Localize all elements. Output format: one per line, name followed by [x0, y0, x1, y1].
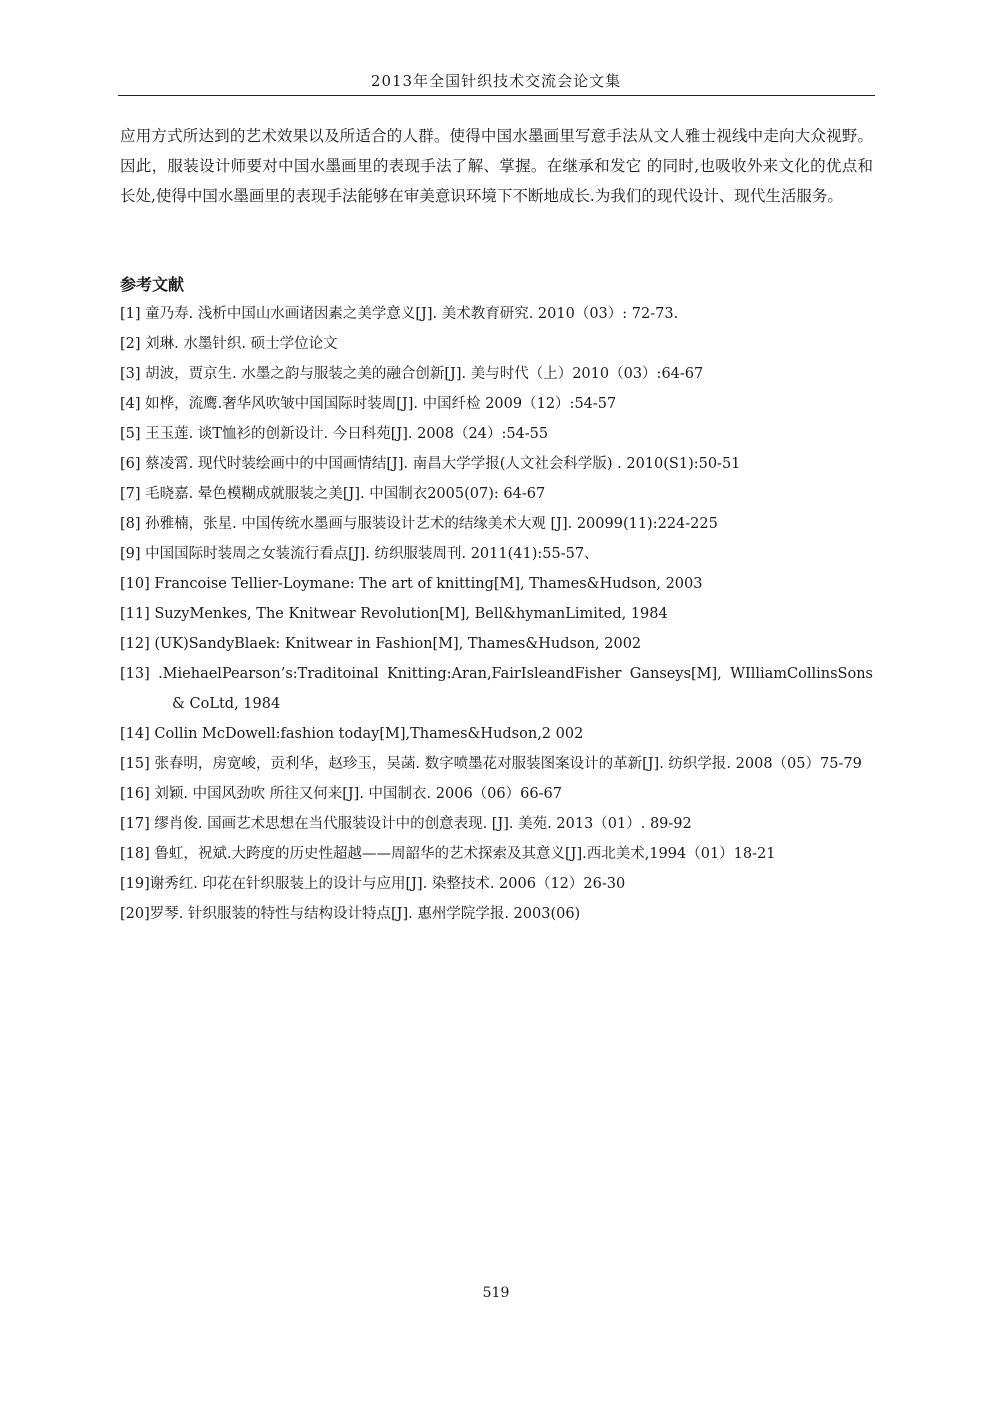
reference-item: [20]罗琴. 针织服装的特性与结构设计特点[J]. 惠州学院学报. 2003(06) [120, 906, 581, 922]
reference-item: [10] Francoise Tellier-Loymane: The art of knitting[M], Thames&Hudson, 2003 [120, 576, 703, 592]
reference-item: [7] 毛晓嘉. 晕色模糊成就服装之美[J]. 中国制衣2005(07): 64-67 [120, 486, 546, 502]
reference-item: [8] 孙雅楠，张星. 中国传统水墨画与服装设计艺术的结缘美术大观 [J]. 20099(11):224-225 [120, 516, 718, 532]
references-heading: 参考文献 [120, 275, 185, 294]
reference-item: [19]谢秀红. 印花在针织服装上的设计与应用[J]. 染整技术. 2006（12）26-30 [120, 876, 626, 892]
references-list [120, 299, 873, 929]
reference-item: [18] 鲁虹，祝斌.大跨度的历史性超越——周韶华的艺术探索及其意义[J].西北美术,1994（01）18-21 [120, 846, 776, 862]
reference-item: [12] (UK)SandyBlaek: Knitwear in Fashion[M], Thames&Hudson, 2002 [120, 636, 642, 652]
reference-item: [6] 蔡凌霄. 现代时装绘画中的中国画情结[J]. 南昌大学学报(人文社会科学版) . 2010(S1):50-51 [120, 456, 741, 472]
reference-item: [11] SuzyMenkes, The Knitwear Revolution[M], Bell&hymanLimited, 1984 [120, 606, 668, 622]
reference-item: [5] 王玉莲. 谈T恤衫的创新设计. 今日科苑[J]. 2008（24）:54-55 [120, 426, 549, 442]
running-header: 2013年全国针织技术交流会论文集 [370, 72, 622, 90]
body-paragraph: 应用方式所达到的艺术效果以及所适合的人群。使得中国水墨画里写意手法从文人雅士视线中走向大众视野。因此，服装设计师要对中国水墨画里的表现手法了解、掌握。在继承和发它 的同时,也吸收外来文化的优点和长处,使得中国水墨画里的表现手法能够在审美意识环境下不断地成长.为我们的现代设计、现代生活服务。 [120, 127, 873, 205]
reference-item: [2] 刘琳. 水墨针织. 硕士学位论文 [120, 336, 338, 352]
reference-item: [16] 刘颖. 中国风劲吹 所往又何来[J]. 中国制衣. 2006（06）66-67 [120, 786, 562, 802]
reference-item: [1] 童乃寿. 浅析中国山水画诸因素之美学意义[J]. 美术教育研究. 2010（03）: 72-73. [120, 306, 679, 322]
reference-item: [17] 缪肖俊. 国画艺术思想在当代服装设计中的创意表现. [J]. 美苑. 2013（01）. 89-92 [120, 816, 692, 832]
header-rule [118, 95, 875, 96]
reference-item: [3] 胡波，贾京生. 水墨之韵与服装之美的融合创新[J]. 美与时代（上）2010（03）:64-67 [120, 366, 704, 382]
reference-item: [14] Collin McDowell:fashion today[M],Thames&Hudson,2 002 [120, 726, 584, 742]
body-text [120, 121, 873, 211]
reference-item: [4] 如桦，流鹰.奢华风吹皱中国国际时装周[J]. 中国纤检 2009（12）:54-57 [120, 396, 617, 412]
reference-item: [15] 张春明，房宽峻，贡利华，赵珍玉，吴菡. 数字喷墨花对服装图案设计的革新[J]. 纺织学报. 2008（05）75-79 [120, 756, 862, 772]
reference-item: [13] .MiehaelPearson’s:Traditoinal Knitting:Aran,FairIsleandFisher Ganseys[M], WIlliamCollinsSons & CoLtd, 1984 [120, 666, 873, 712]
page-number: 519 [482, 1285, 510, 1301]
reference-item: [9] 中国国际时装周之女装流行看点[J]. 纺织服装周刊. 2011(41):55-57、 [120, 546, 599, 562]
